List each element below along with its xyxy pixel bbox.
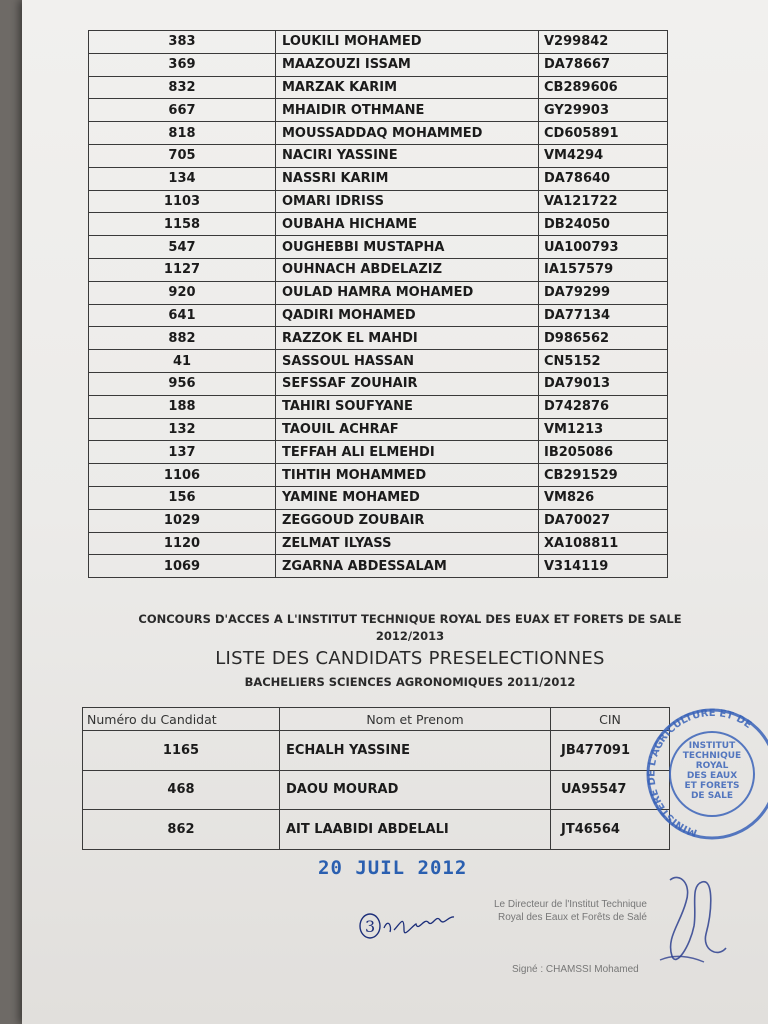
candidate-name: OUGHEBBI MUSTAPHA xyxy=(276,236,539,259)
candidate-cin: CB289606 xyxy=(539,76,668,99)
header-cin: CIN xyxy=(551,708,670,731)
table-row xyxy=(89,213,668,236)
candidate-number: 383 xyxy=(89,31,276,54)
contest-title: CONCOURS D'ACCES A L'INSTITUT TECHNIQUE ROYAL DES EUAX ET FORETS DE SALE xyxy=(138,612,682,626)
preselected-candidates-table xyxy=(82,707,670,850)
seal-inner-line: TECHNIQUE xyxy=(682,751,742,761)
table-row xyxy=(89,532,668,555)
candidate-number: 667 xyxy=(89,99,276,122)
candidate-cin: D986562 xyxy=(539,327,668,350)
candidate-name: ECHALH YASSINE xyxy=(280,731,551,771)
table-row xyxy=(83,810,670,850)
candidate-cin: JT46564 xyxy=(551,810,670,850)
candidate-name: RAZZOK EL MAHDI xyxy=(276,327,539,350)
table-row xyxy=(89,509,668,532)
candidate-number: 369 xyxy=(89,53,276,76)
candidate-number: 956 xyxy=(89,372,276,395)
candidate-cin: VM1213 xyxy=(539,418,668,441)
seal-inner-line: DES EAUX xyxy=(686,771,738,781)
header-name: Nom et Prenom xyxy=(280,708,551,731)
seal-inner-line: DE SALE xyxy=(690,791,734,801)
candidate-name: TAHIRI SOUFYANE xyxy=(276,395,539,418)
candidate-cin: DA70027 xyxy=(539,509,668,532)
table-body xyxy=(83,708,670,850)
director-line-1: Le Directeur de l'Institut Technique xyxy=(494,899,647,910)
candidate-number: 1158 xyxy=(89,213,276,236)
candidate-name: MARZAK KARIM xyxy=(276,76,539,99)
table-row xyxy=(89,76,668,99)
table-row xyxy=(89,31,668,54)
seal-inner-line: INSTITUT xyxy=(688,741,736,751)
candidate-cin: V314119 xyxy=(539,555,668,578)
academic-year: 2012/2013 xyxy=(375,629,445,643)
svg-text:3: 3 xyxy=(365,917,376,936)
candidate-cin: DA78667 xyxy=(539,53,668,76)
table-body xyxy=(89,31,668,578)
date-stamp: 20 JUIL 2012 xyxy=(318,857,468,879)
table-header-row xyxy=(83,708,670,731)
candidate-name: MOUSSADDAQ MOHAMMED xyxy=(276,122,539,145)
candidate-number: 132 xyxy=(89,418,276,441)
table-row xyxy=(89,464,668,487)
table-row xyxy=(89,53,668,76)
table-row xyxy=(89,122,668,145)
table-row xyxy=(89,281,668,304)
candidate-number: 1069 xyxy=(89,555,276,578)
candidate-name: DAOU MOURAD xyxy=(280,770,551,810)
candidate-cin: DA79299 xyxy=(539,281,668,304)
candidate-number: 134 xyxy=(89,167,276,190)
table-row xyxy=(83,770,670,810)
table-row xyxy=(89,99,668,122)
candidate-cin: CB291529 xyxy=(539,464,668,487)
candidate-number: 1165 xyxy=(83,731,280,771)
candidate-number: 920 xyxy=(89,281,276,304)
candidate-name: TIHTIH MOHAMMED xyxy=(276,464,539,487)
candidates-table-continued xyxy=(88,30,668,578)
seal-outer-text: MINISTERE DE L'AGRICULTURE ET DE xyxy=(646,707,754,838)
candidate-cin: CN5152 xyxy=(539,350,668,373)
seal-inner-text xyxy=(683,741,741,801)
table-row xyxy=(89,418,668,441)
candidate-cin: DA79013 xyxy=(539,372,668,395)
candidate-number: 1103 xyxy=(89,190,276,213)
handwritten-note xyxy=(356,906,476,946)
table-row xyxy=(83,731,670,771)
candidate-number: 1106 xyxy=(89,464,276,487)
table-row xyxy=(89,441,668,464)
candidate-number: 547 xyxy=(89,236,276,259)
table-row xyxy=(89,144,668,167)
table-row xyxy=(89,350,668,373)
candidate-number: 468 xyxy=(83,770,280,810)
candidate-cin: DB24050 xyxy=(539,213,668,236)
candidate-name: AIT LAABIDI ABDELALI xyxy=(280,810,551,850)
candidate-cin: V299842 xyxy=(539,31,668,54)
candidate-cin: D742876 xyxy=(539,395,668,418)
candidate-cin: VM4294 xyxy=(539,144,668,167)
candidate-cin: IA157579 xyxy=(539,258,668,281)
candidate-cin: IB205086 xyxy=(539,441,668,464)
candidate-number: 882 xyxy=(89,327,276,350)
candidate-cin: JB477091 xyxy=(551,731,670,771)
list-subtitle: BACHELIERS SCIENCES AGRONOMIQUES 2011/2012 xyxy=(244,675,576,689)
candidate-name: TAOUIL ACHRAF xyxy=(276,418,539,441)
candidate-name: SEFSSAF ZOUHAIR xyxy=(276,372,539,395)
signed-by: Signé : CHAMSSI Mohamed xyxy=(512,964,639,975)
candidate-cin: VA121722 xyxy=(539,190,668,213)
table-row xyxy=(89,236,668,259)
candidate-number: 641 xyxy=(89,304,276,327)
header-candidate-number: Numéro du Candidat xyxy=(83,708,280,731)
candidate-cin: UA100793 xyxy=(539,236,668,259)
candidate-name: OMARI IDRISS xyxy=(276,190,539,213)
candidate-name: MAAZOUZI ISSAM xyxy=(276,53,539,76)
candidate-name: ZEGGOUD ZOUBAIR xyxy=(276,509,539,532)
candidate-name: OUHNACH ABDELAZIZ xyxy=(276,258,539,281)
candidate-number: 705 xyxy=(89,144,276,167)
candidate-number: 1127 xyxy=(89,258,276,281)
candidate-name: QADIRI MOHAMED xyxy=(276,304,539,327)
candidate-number: 818 xyxy=(89,122,276,145)
candidate-number: 862 xyxy=(83,810,280,850)
candidate-number: 1029 xyxy=(89,509,276,532)
candidate-name: LOUKILI MOHAMED xyxy=(276,31,539,54)
candidate-name: MHAIDIR OTHMANE xyxy=(276,99,539,122)
candidate-name: OULAD HAMRA MOHAMED xyxy=(276,281,539,304)
director-signature xyxy=(640,860,740,990)
table-row xyxy=(89,258,668,281)
candidate-name: ZELMAT ILYASS xyxy=(276,532,539,555)
table-row xyxy=(89,395,668,418)
candidate-number: 137 xyxy=(89,441,276,464)
candidate-name: SASSOUL HASSAN xyxy=(276,350,539,373)
candidate-name: YAMINE MOHAMED xyxy=(276,486,539,509)
seal-inner-line: ROYAL xyxy=(695,761,729,771)
director-title xyxy=(494,898,647,924)
director-line-2: Royal des Eaux et Forêts de Salé xyxy=(498,912,647,923)
table-row xyxy=(89,327,668,350)
table-row xyxy=(89,167,668,190)
list-title: LISTE DES CANDIDATS PRESELECTIONNES xyxy=(215,648,605,669)
candidate-name: NASSRI KARIM xyxy=(276,167,539,190)
candidate-number: 41 xyxy=(89,350,276,373)
candidate-name: NACIRI YASSINE xyxy=(276,144,539,167)
candidate-number: 1120 xyxy=(89,532,276,555)
candidate-name: TEFFAH ALI ELMEHDI xyxy=(276,441,539,464)
table-row xyxy=(89,372,668,395)
candidate-cin: VM826 xyxy=(539,486,668,509)
candidate-name: OUBAHA HICHAME xyxy=(276,213,539,236)
candidate-cin: CD605891 xyxy=(539,122,668,145)
candidate-number: 188 xyxy=(89,395,276,418)
candidate-number: 156 xyxy=(89,486,276,509)
official-seal-stamp xyxy=(642,702,768,872)
candidate-name: ZGARNA ABDESSALAM xyxy=(276,555,539,578)
table-row xyxy=(89,304,668,327)
candidate-cin: XA108811 xyxy=(539,532,668,555)
table-row xyxy=(89,190,668,213)
candidate-cin: UA95547 xyxy=(551,770,670,810)
table-row xyxy=(89,555,668,578)
candidate-cin: DA77134 xyxy=(539,304,668,327)
candidate-cin: GY29903 xyxy=(539,99,668,122)
table-row xyxy=(89,486,668,509)
seal-inner-line: ET FORETS xyxy=(684,781,740,791)
candidate-cin: DA78640 xyxy=(539,167,668,190)
candidate-number: 832 xyxy=(89,76,276,99)
